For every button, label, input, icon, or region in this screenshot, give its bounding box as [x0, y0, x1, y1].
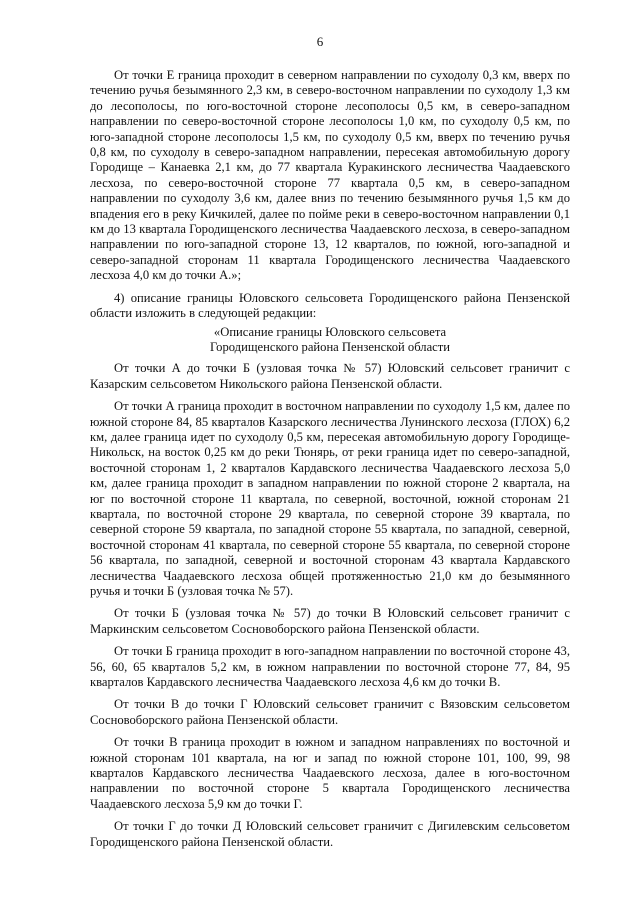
paragraph-amendment-4: 4) описание границы Юловского сельсовета Городищенского района Пензенской области изложить в следующей редакции: [90, 290, 570, 321]
page-number: 6 [316, 34, 324, 49]
section-heading [90, 325, 570, 356]
paragraph-b-route: От точки Б граница проходит в юго-западном направлении по восточной стороне 43, 56, 60, 65 кварталов 5,2 км, в южном направлении по восточной стороне 77, 84, 95 кварталов Кардавского лесничества Чаадаевского лесхоза 4,6 км до точки В. [90, 644, 570, 690]
paragraph-g-to-d: От точки Г до точки Д Юловский сельсовет граничит с Дигилевским сельсоветом Городищенского района Пензенской области. [90, 819, 570, 849]
paragraph-a-to-b: От точки А до точки Б (узловая точка № 57) Юловский сельсовет граничит с Казарским сельсоветом Никольского района Пензенской области. [90, 361, 570, 391]
paragraph-v-route: От точки В граница проходит в южном и западном направлениях по восточной и южной сторонам 101 квартала, на юг и запад по южной стороне 101, 100, 99, 98 кварталов Кардавского лесничества Чаадаевского лесхоза, далее в юго-восточном направлении по восточной стороне 5 квартала Городищенского лесничества Чаадаевского лесхоза 5,9 км до точки Г. [90, 735, 570, 811]
paragraph-point-e: От точки Е граница проходит в северном направлении по суходолу 0,3 км, вверх по течению ручья безымянного 2,3 км, в северо-восточном направлении по суходолу 1,3 км до лесополосы, по юго-восточной стороне лесополосы 0,5 км, в северо-западном направлении по северо-восточной стороне лесополосы 1,0 км, по суходолу 0,5 км, по юго-западной стороне лесополосы 1,5 км, по суходолу 0,5 км, вверх по течению ручья 0,8 км, по суходолу в северо-западном направлении, пересекая автомобильную дорогу Городище – Канаевка 2,1 км, до 77 квартала Куракинского лесничества Чаадаевского лесхоза, по северо-восточной стороне 77 квартала 0,5 км, в северо-западном направлении по суходолу 3,6 км, далее вниз по течению безымянного ручья 1,5 км до впадения его в реку Кичкилей, далее по пойме реки в северо-восточном направлении 0,1 км до 13 квартала Городищенского лесничества Чаадаевского лесхоза, в северо-западном направлении по юго-западной стороне 13, 12 кварталов, по южной, юго-западной и северо-западной сторонам 11 квартала Городищенского лесничества Чаадаевского лесхоза 4,0 км до точки А.»; [90, 68, 570, 283]
paragraph-a-route: От точки А граница проходит в восточном направлении по суходолу 1,5 км, далее по южной стороне 84, 85 кварталов Казарского лесничества Лунинского лесхоза (ГЛОХ) 6,2 км, далее граница идет по суходолу 0,5 км, пересекая автомобильную дорогу Городище-Никольск, на восток 0,25 км до реки Тюнярь, от реки граница идет по северо-западной, восточной сторонам 1, 2 кварталов Кардавского лесничества Чаадаевского лесхоза 5,0 км, далее граница проходит в западном направлении по южной стороне 2 квартала, на юг по восточной стороне 11 квартала, по северной, восточной, южной сторонам 21 квартала, по восточной стороне 29 квартала, по северной стороне 39 квартала, по северной стороне 59 квартала, по западной стороне 55 квартала, по западной, северной, восточной сторонам 41 квартала, по северной стороне 55 квартала, по северной стороне 56 квартала, по западной, северной и восточной сторонам 43 квартала Кардавского лесничества Чаадаевского лесхоза общей протяженностью 21,0 км до безымянного ручья и точки Б (узловая точка № 57). [90, 399, 570, 598]
document-body [90, 68, 570, 857]
paragraph-v-to-g: От точки В до точки Г Юловский сельсовет граничит с Вязовским сельсоветом Сосновоборского района Пензенской области. [90, 697, 570, 727]
section-heading-line1: «Описание границы Юловского сельсовета [213, 324, 447, 339]
paragraph-b-to-v: От точки Б (узловая точка № 57) до точки В Юловский сельсовет граничит с Маркинским сельсоветом Сосновоборского района Пензенской области. [90, 606, 570, 636]
section-heading-line2: Городищенского района Пензенской области [209, 339, 451, 354]
